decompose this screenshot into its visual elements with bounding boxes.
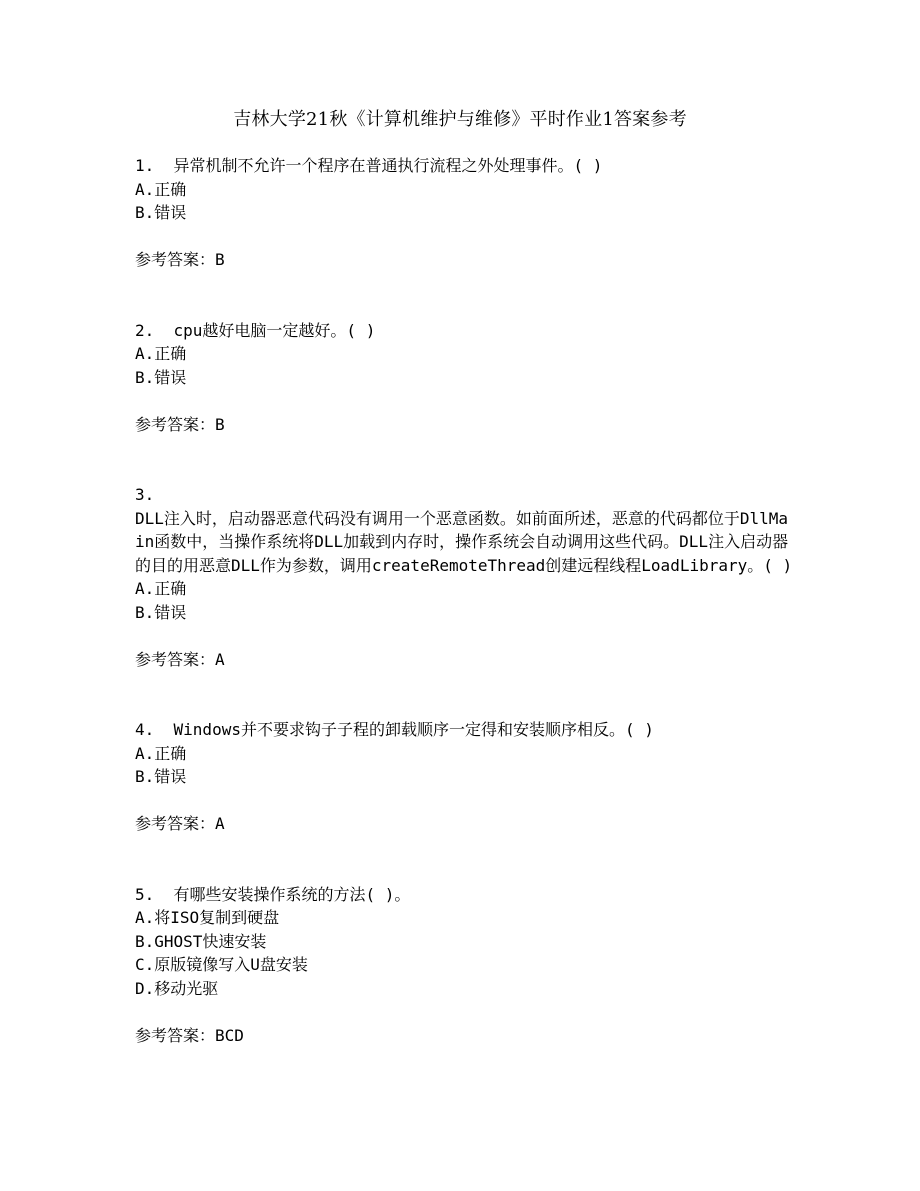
question-number: 4.	[135, 720, 155, 739]
spacer	[135, 836, 795, 883]
option-d: D.移动光驱	[135, 978, 219, 998]
question-text: 异常机制不允许一个程序在普通执行流程之外处理事件。( )	[173, 156, 603, 175]
spacer	[135, 272, 795, 319]
question-stem	[135, 718, 795, 742]
question-1	[135, 154, 795, 272]
option-a: A.将ISO复制到硬盘	[135, 908, 280, 927]
question-text: Windows并不要求钩子子程的卸载顺序一定得和安装顺序相反。( )	[173, 720, 654, 739]
question-2	[135, 319, 795, 437]
question-number: 5.	[135, 884, 155, 904]
option-b: B.错误	[135, 602, 187, 622]
question-text: cpu越好电脑一定越好。( )	[173, 320, 376, 340]
option-b: B.错误	[135, 203, 187, 222]
question-3	[135, 483, 795, 671]
spacer	[135, 436, 795, 483]
question-number: 1.	[135, 156, 155, 175]
question-stem	[135, 883, 795, 907]
reference-answer: 参考答案：A	[135, 649, 225, 669]
option-a: A.正确	[135, 743, 187, 763]
question-list	[135, 154, 795, 1047]
question-stem	[135, 154, 795, 178]
reference-answer: 参考答案：B	[135, 250, 225, 269]
reference-answer: 参考答案：A	[135, 814, 225, 833]
question-text: DLL注入时，启动器恶意代码没有调用一个恶意函数。如前面所述，恶意的代码都位于DllMain函数中，当操作系统将DLL加载到内存时，操作系统会自动调用这些代码。DLL注入启动器的目的用恶意DLL作为参数，调用createRemoteThread创建远程线程LoadLibrary。( )	[135, 508, 793, 575]
page-title: 吉林大学21秋《计算机维护与维修》平时作业1答案参考	[233, 109, 687, 130]
reference-answer: 参考答案：B	[135, 414, 225, 434]
reference-answer: 参考答案：BCD	[135, 1025, 244, 1045]
spacer	[135, 671, 795, 718]
question-text: 有哪些安装操作系统的方法( )。	[173, 884, 411, 904]
question-stem	[135, 319, 795, 343]
option-b: B.错误	[135, 367, 187, 387]
option-c: C.原版镜像写入U盘安装	[135, 955, 308, 974]
option-a: A.正确	[135, 344, 187, 363]
question-5	[135, 883, 795, 1048]
option-a: A.正确	[135, 579, 187, 598]
option-b: B.错误	[135, 767, 187, 786]
option-a: A.正确	[135, 179, 187, 199]
question-4	[135, 718, 795, 836]
question-number: 3.	[135, 485, 155, 504]
question-number: 2.	[135, 320, 155, 340]
option-b: B.GHOST快速安装	[135, 931, 267, 951]
